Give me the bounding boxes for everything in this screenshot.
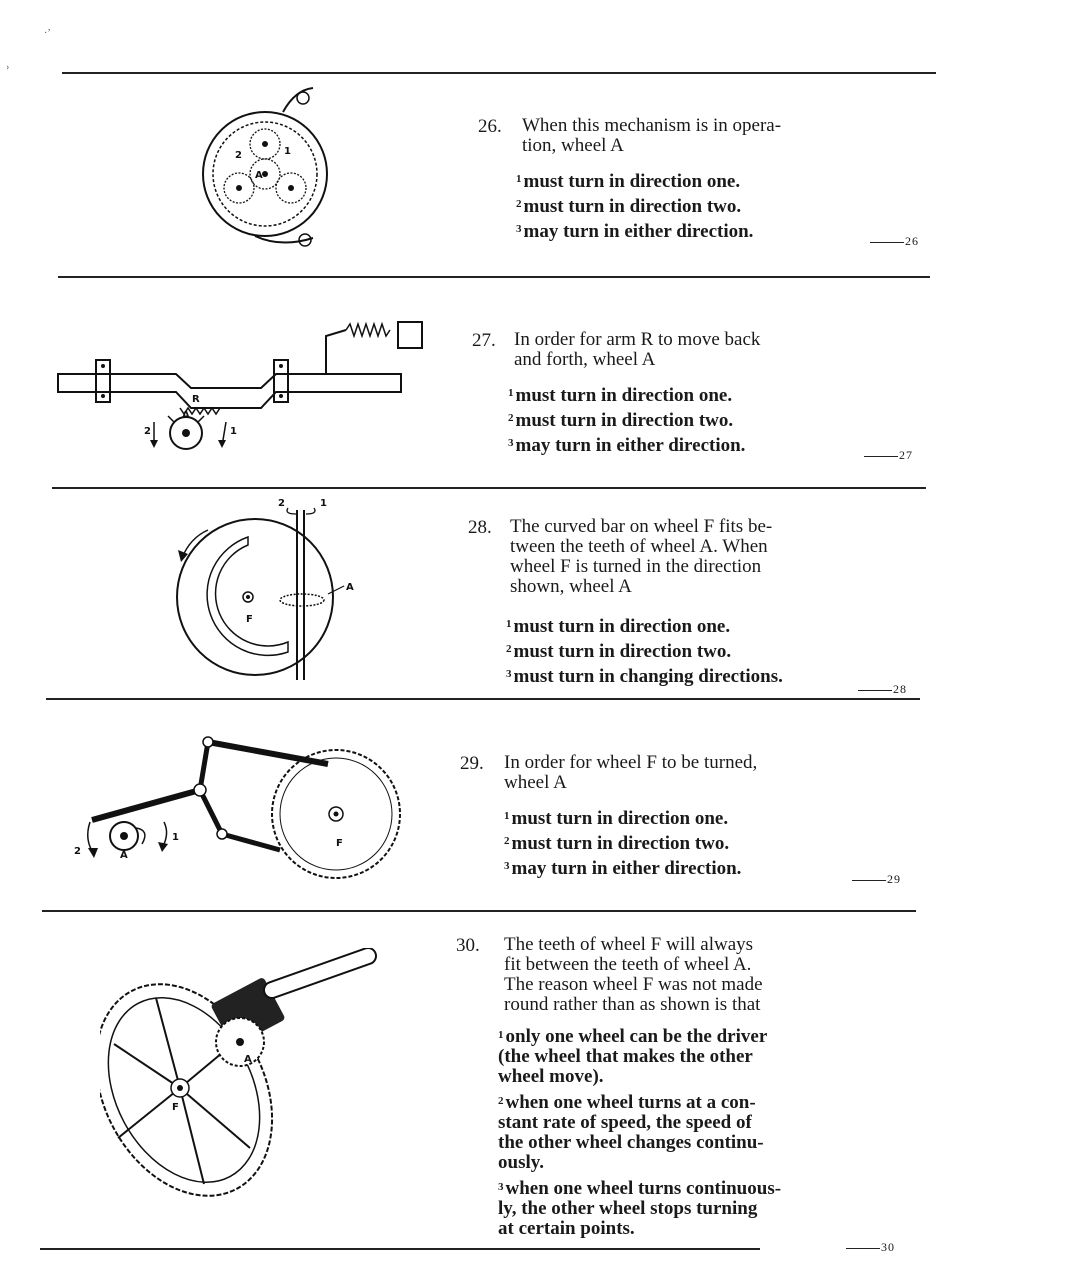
answer-blank-number: 28 xyxy=(893,682,907,696)
option-number: 2 xyxy=(498,1095,504,1107)
figure-29-linkage-and-wheel xyxy=(70,730,420,895)
stray-mark: › xyxy=(6,62,10,73)
figure-label-1: 1 xyxy=(172,832,179,843)
question-28 xyxy=(468,517,918,697)
divider xyxy=(42,910,916,912)
option xyxy=(498,1179,781,1239)
option-number: 3 xyxy=(508,437,514,449)
question-number: 30. xyxy=(456,935,480,956)
question-30 xyxy=(456,935,906,1245)
option xyxy=(506,665,783,688)
answer-blank-number: 29 xyxy=(887,872,901,886)
option-text: must turn in direction two. xyxy=(513,641,732,662)
figure-28-curved-bar-wheel xyxy=(160,492,380,687)
option-text: must turn in direction one. xyxy=(523,171,741,192)
option-number: 3 xyxy=(504,860,510,872)
option xyxy=(508,409,745,432)
option xyxy=(506,640,783,663)
answer-blank-29[interactable] xyxy=(852,872,901,887)
divider xyxy=(40,1248,760,1250)
option-number: 3 xyxy=(516,223,522,235)
option-number: 2 xyxy=(504,835,510,847)
answer-blank-number: 30 xyxy=(881,1240,895,1254)
answer-blank-number: 27 xyxy=(899,448,913,462)
question-stem: The teeth of wheel F will always fit between the teeth of wheel A. The reason wheel F was not made round rather than as shown is that xyxy=(504,934,763,1015)
figure-label-f: F xyxy=(246,614,253,625)
figure-30-bevel-gears xyxy=(100,948,390,1208)
figure-label-a: A xyxy=(244,1054,252,1065)
question-stem: In order for wheel F to be turned, wheel A xyxy=(504,752,758,793)
figure-label-1: 1 xyxy=(320,498,327,509)
figure-label-r: R xyxy=(192,394,200,405)
question-27 xyxy=(472,330,912,480)
figure-label-2: 2 xyxy=(144,426,151,437)
question-26 xyxy=(478,116,918,266)
question-number: 27. xyxy=(472,330,496,351)
figure-label-1: 1 xyxy=(284,146,291,157)
figure-label-a: A xyxy=(120,850,128,861)
option xyxy=(516,195,753,218)
divider xyxy=(46,698,920,700)
answer-blank-26[interactable] xyxy=(870,234,919,249)
question-stem: In order for arm R to move back and forth, wheel A xyxy=(514,329,761,370)
answer-blank-30[interactable] xyxy=(846,1240,895,1255)
figure-label-a: A xyxy=(182,410,190,421)
option-number: 1 xyxy=(498,1029,504,1041)
option-text: only one wheel can be the driver (the wheel that makes the other wheel move). xyxy=(498,1026,768,1087)
option-list xyxy=(506,615,783,690)
option xyxy=(516,220,753,243)
option-text: when one wheel turns continuous- ly, the other wheel stops turning at certain points. xyxy=(498,1178,782,1239)
option-text: must turn in changing directions. xyxy=(513,666,783,687)
option xyxy=(498,1027,781,1087)
question-stem: The curved bar on wheel F fits be- tween the teeth of wheel A. When wheel F is turned in the direction shown, wheel A xyxy=(510,516,773,597)
option xyxy=(504,857,741,880)
divider xyxy=(52,487,926,489)
divider xyxy=(58,276,930,278)
figure-26-gear-train xyxy=(195,78,365,268)
option-number: 2 xyxy=(516,198,522,210)
option-list xyxy=(516,170,753,245)
option-list xyxy=(508,384,745,459)
option xyxy=(516,170,753,193)
figure-label-1: 1 xyxy=(230,426,237,437)
divider xyxy=(62,72,936,74)
option-number: 1 xyxy=(508,387,514,399)
option-number: 1 xyxy=(516,173,522,185)
question-number: 26. xyxy=(478,116,502,137)
figure-27-rack-and-pinion xyxy=(56,318,436,458)
option-text: must turn in direction one. xyxy=(513,616,731,637)
option xyxy=(504,807,741,830)
figure-label-f: F xyxy=(172,1102,179,1113)
option-number: 2 xyxy=(508,412,514,424)
option-text: when one wheel turns at a con- stant rate of speed, the speed of the other wheel changes continu- ously. xyxy=(498,1092,764,1173)
option-list xyxy=(498,1027,781,1241)
option xyxy=(504,832,741,855)
stray-mark: ·’ xyxy=(44,28,51,39)
option-text: may turn in either direction. xyxy=(523,221,754,242)
option-number: 1 xyxy=(506,618,512,630)
answer-blank-28[interactable] xyxy=(858,682,907,697)
option-text: must turn in direction two. xyxy=(511,833,730,854)
option-text: must turn in direction one. xyxy=(511,808,729,829)
answer-blank-27[interactable] xyxy=(864,448,913,463)
question-number: 29. xyxy=(460,753,484,774)
option xyxy=(508,384,745,407)
answer-blank-number: 26 xyxy=(905,234,919,248)
option-number: 3 xyxy=(498,1181,504,1193)
figure-label-a: A xyxy=(346,582,354,593)
question-29 xyxy=(460,753,910,903)
question-stem: When this mechanism is in opera- tion, wheel A xyxy=(522,115,782,156)
option xyxy=(508,434,745,457)
option-text: may turn in either direction. xyxy=(511,858,742,879)
option xyxy=(506,615,783,638)
option-text: must turn in direction two. xyxy=(523,196,742,217)
option-number: 1 xyxy=(504,810,510,822)
option-number: 2 xyxy=(506,643,512,655)
figure-label-2: 2 xyxy=(278,498,285,509)
option-text: must turn in direction one. xyxy=(515,385,733,406)
option xyxy=(498,1093,781,1173)
option-text: may turn in either direction. xyxy=(515,435,746,456)
option-number: 3 xyxy=(506,668,512,680)
figure-label-2: 2 xyxy=(74,846,81,857)
question-number: 28. xyxy=(468,517,492,538)
figure-label-2: 2 xyxy=(235,150,242,161)
figure-label-f: F xyxy=(336,838,343,849)
option-list xyxy=(504,807,741,882)
option-text: must turn in direction two. xyxy=(515,410,734,431)
figure-label-a: A xyxy=(255,170,263,181)
